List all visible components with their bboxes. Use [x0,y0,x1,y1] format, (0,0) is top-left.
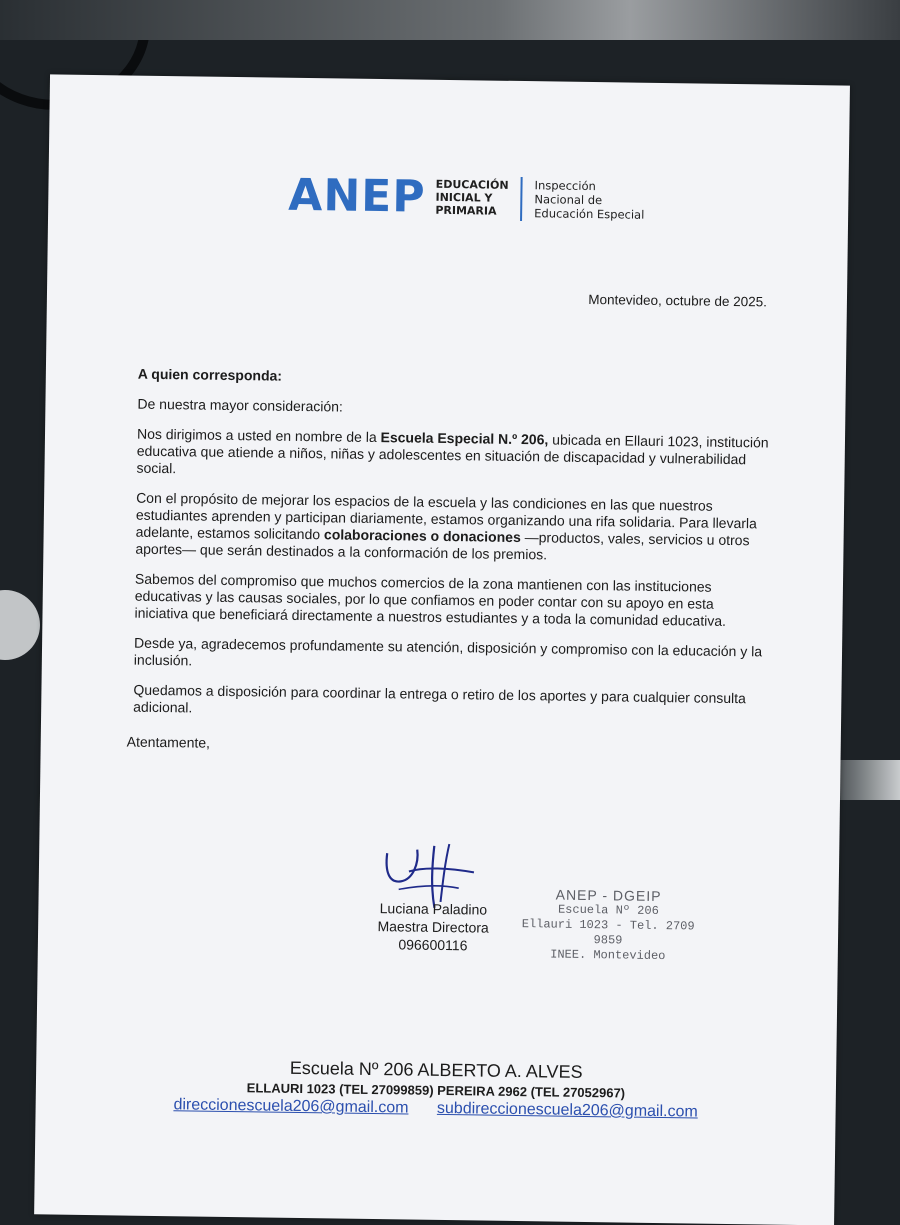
desk-light-band [0,0,900,40]
letter-body [126,365,769,773]
closing: Atentamente, [126,733,211,751]
logo-inspection-line: Inspección [534,177,596,193]
logo-separator [520,176,523,220]
institution-stamp [518,887,699,965]
paragraph-1 [136,426,769,486]
logo-subtitle-line: INICIAL Y [435,190,493,205]
logo-subtitle-line: EDUCACIÓN [435,177,509,192]
paragraph-5: Quedamos a disposición para coordinar la entrega o retiro de los aportes y para cualquier consulta adicional. [133,681,746,716]
footer-school-name: Escuela Nº 206 ALBERTO A. ALVES [289,1057,583,1082]
paragraph-2 [135,490,768,567]
anep-logo [288,170,645,226]
signer-role: Maestra Directora [377,918,489,936]
stamp-line: Ellauri 1023 - Tel. 2709 9859 [521,917,695,948]
donations-bold: colaboraciones o donaciones [323,526,521,546]
text-run: —productos, vales, servicios u otros aportes— que serán destinados a la conformación de los premios. [135,529,750,563]
signer-id: 096600116 [398,936,468,954]
logo-brand: ANEP [288,169,426,223]
desk-glare [0,590,40,660]
signer-block [363,899,504,955]
school-name-bold: Escuela Especial N.º 206, [380,429,549,448]
paragraph-4: Desde ya, agradecemos profundamente su atención, disposición y compromiso con la educación y la inclusión. [133,634,763,669]
stamp-title: ANEP - DGEIP [555,886,662,905]
paragraph-3: Sabemos del compromiso que muchos comercios de la zona mantienen con las instituciones educativas y las causas sociales, por lo que confiamos en poder contar con su apoyo en esta iniciativa que beneficiará directamente a nuestros estudiantes y a toda la comunidad educativa. [134,570,727,629]
logo-subtitle [435,178,508,218]
logo-subtitle-line: PRIMARIA [435,203,497,218]
letter-page [34,74,850,1225]
stamp-line: INEE. Montevideo [550,947,666,964]
logo-inspection [534,178,645,222]
salutation: A quien corresponda: [137,365,283,384]
text-run: Con el propósito de mejorar los espacios de la escuela y las condiciones en las que nuestros estudiantes aprenden y participan diariamente, estamos organizando una rifa solidaria. Para llevarla adelante, estamos solicitando [135,489,757,543]
text-run: ubicada en Ellauri 1023, institución educativa que atiende a niños, niñas y adolescentes en situación de discapacidad y vulnerabilidad social. [136,431,769,477]
logo-inspection-line: Educación Especial [534,205,645,222]
letter-date: Montevideo, octubre de 2025. [588,291,768,310]
stamp-line: Escuela Nº 206 [557,902,659,918]
footer-address: ELLAURI 1023 (TEL 27099859) PEREIRA 2962 (TEL 27052967) [246,1080,626,1101]
text-run: Nos dirigimos a usted en nombre de la [136,425,381,446]
email-link-subdireccion[interactable]: subdireccionescuela206@gmail.com [436,1099,698,1121]
logo-inspection-line: Nacional de [534,191,603,207]
email-link-direccion[interactable]: direccionescuela206@gmail.com [173,1096,409,1117]
letter-footer [36,1054,837,1123]
signer-name: Luciana Paladino [379,900,488,918]
greeting: De nuestra mayor consideración: [137,395,343,415]
